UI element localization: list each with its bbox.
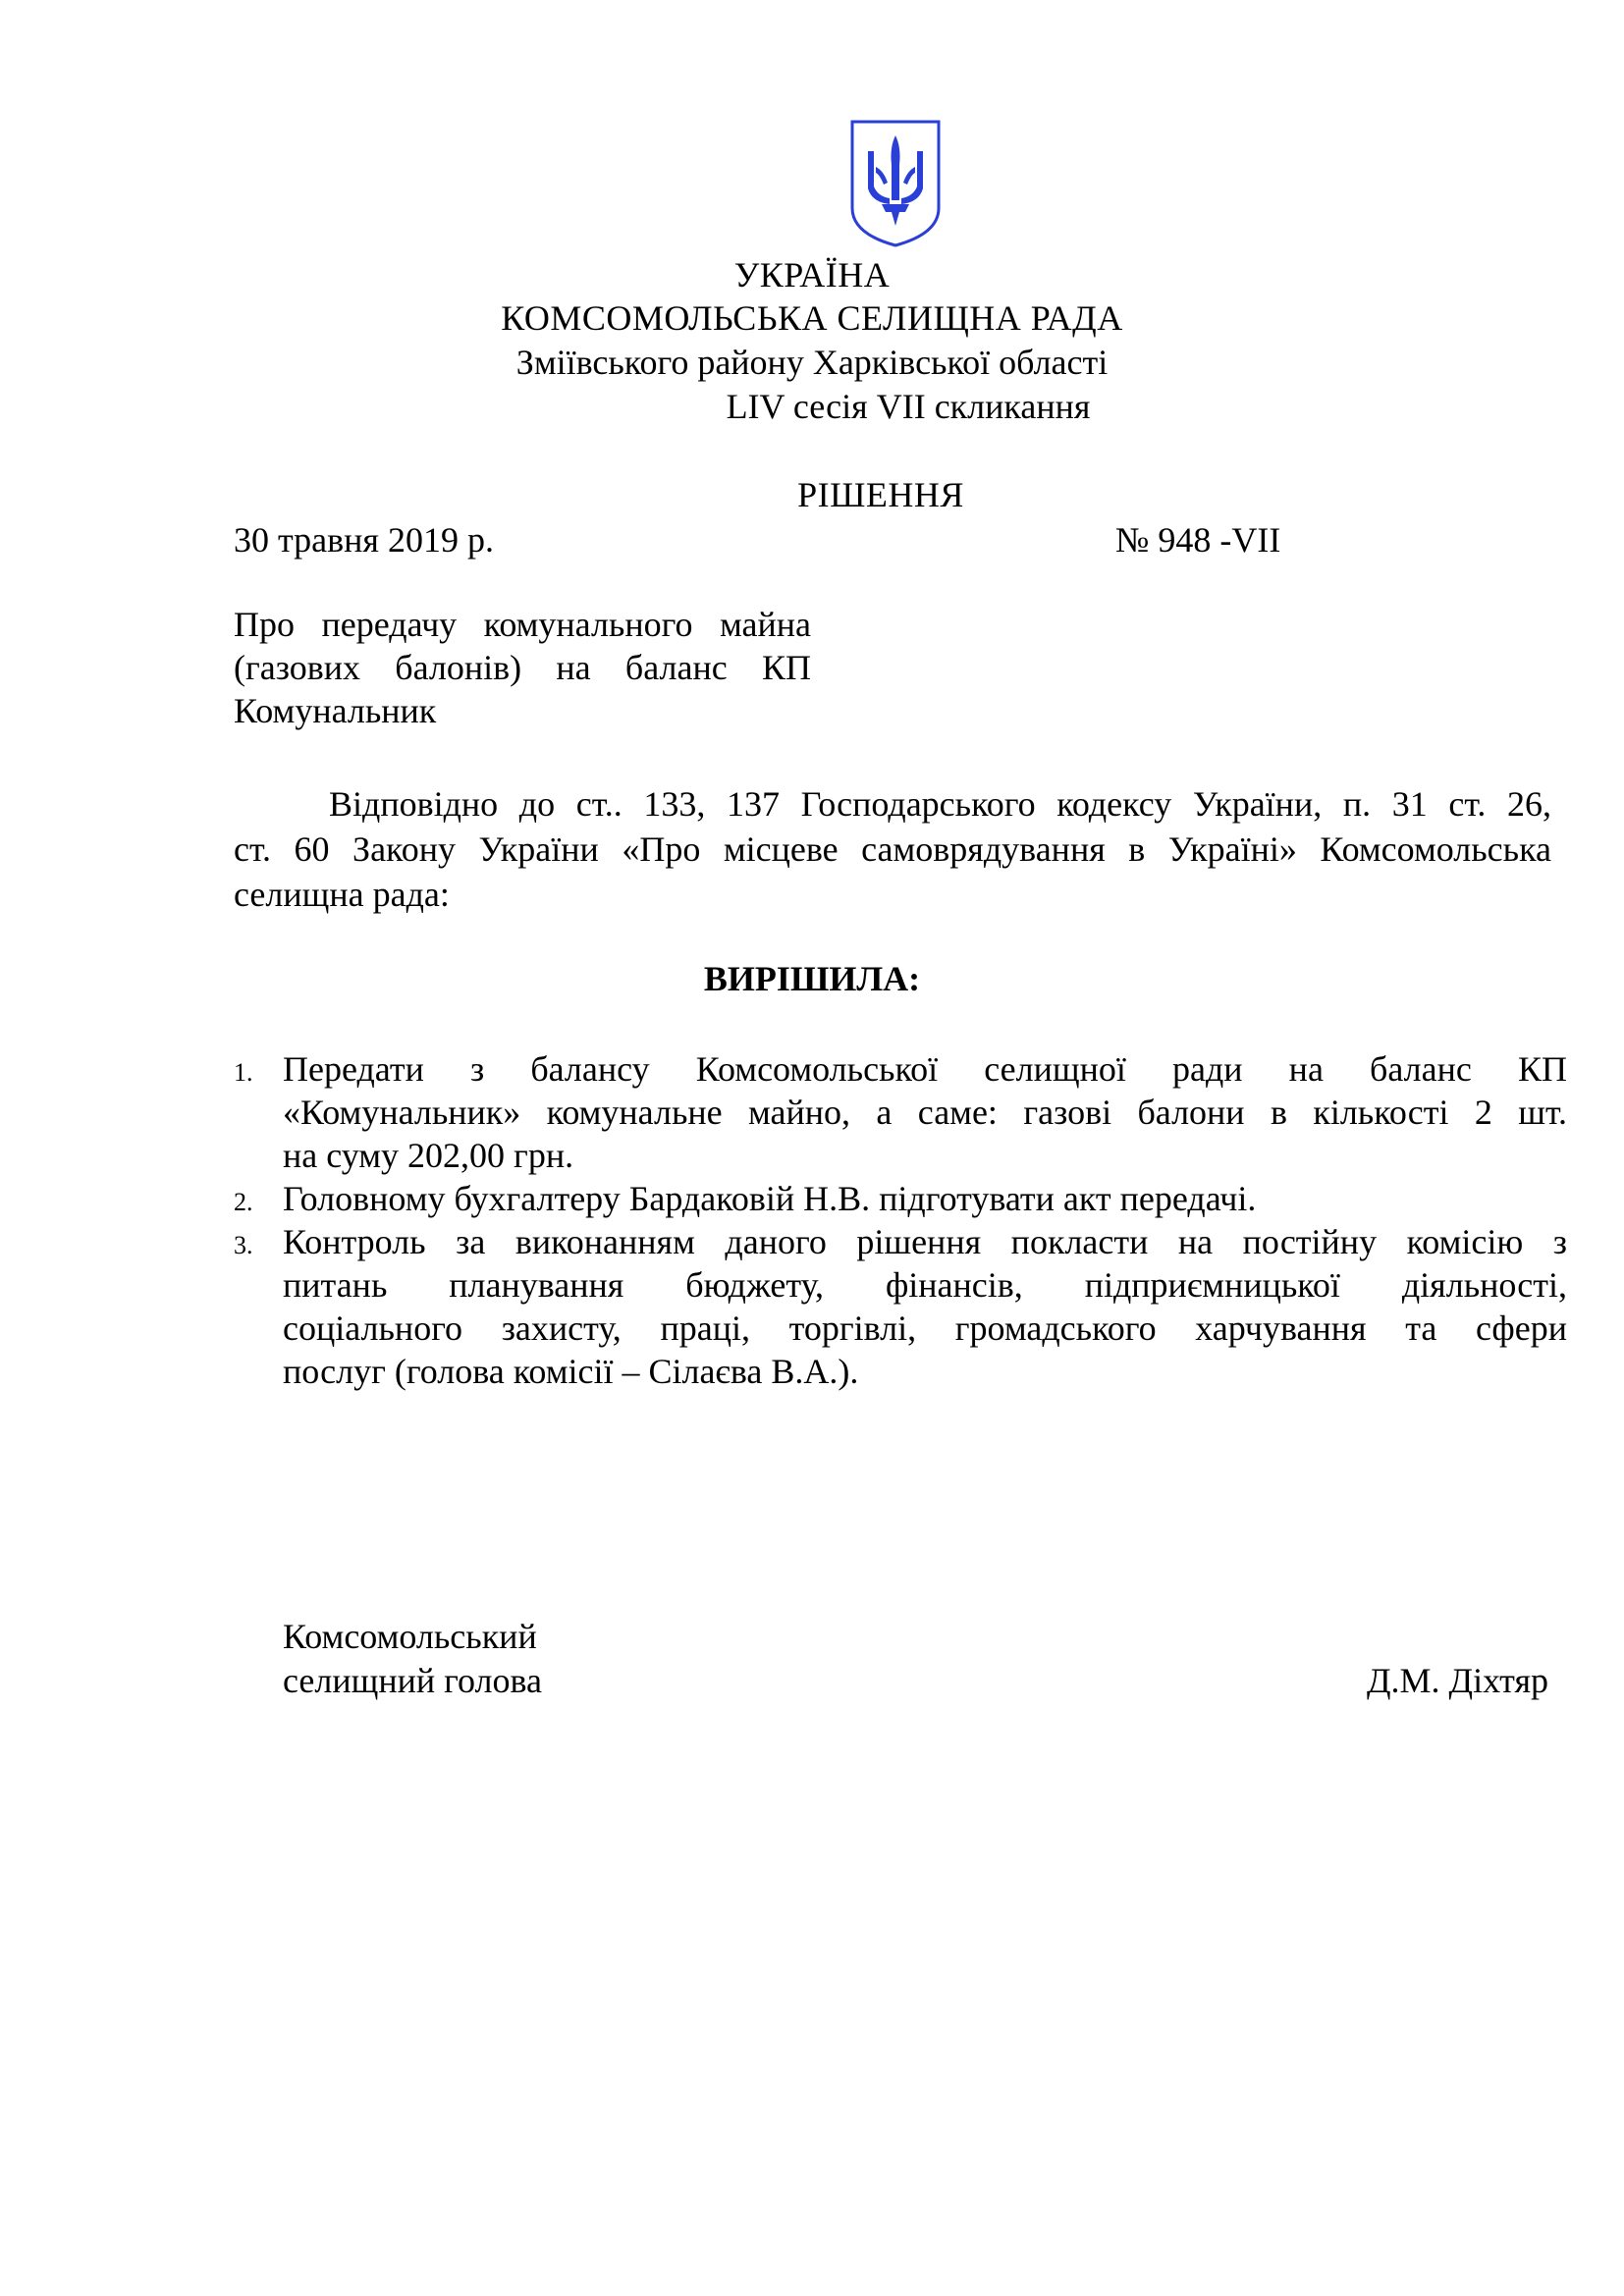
resolved-heading: ВИРІШИЛА:	[703, 959, 921, 998]
list-item	[234, 1047, 1567, 1177]
subject-line: Комунальник	[234, 691, 437, 730]
list-item-number: 3.	[234, 1231, 253, 1259]
preamble-line: Відповідно до ст.. 133, 137 Господарського кодексу України, п. 31 ст. 26,	[329, 784, 1551, 824]
preamble-line: селищна рада:	[234, 875, 450, 914]
tryzub-coat-of-arms-icon	[848, 118, 943, 249]
list-item-line: послуг (голова комісії – Сілаєва В.А.).	[283, 1352, 859, 1391]
list-item-line: на суму 202,00 грн.	[283, 1136, 574, 1175]
preamble-paragraph	[234, 781, 1551, 917]
list-item-number: 2.	[234, 1188, 253, 1216]
list-item-line: питань планування бюджету, фінансів, підприємницької діяльності,	[283, 1265, 1567, 1305]
decision-date: 30 травня 2019 р.	[234, 520, 494, 560]
signatory-position-line: селищний голова	[283, 1661, 543, 1700]
council-heading: КОМСОМОЛЬСЬКА СЕЛИЩНА РАДА	[501, 298, 1123, 338]
list-item-line: «Комунальник» комунальне майно, а саме: газові балони в кількості 2 шт.	[283, 1093, 1567, 1132]
list-item	[234, 1177, 1567, 1220]
subject-line: (газових балонів) на баланс КП	[234, 648, 811, 687]
decision-title: РІШЕННЯ	[797, 475, 964, 514]
country-heading: УКРАЇНА	[733, 255, 891, 294]
list-item-line: соціального захисту, праці, торгівлі, громадського харчування та сфери	[283, 1308, 1567, 1348]
list-item-number: 1.	[234, 1058, 253, 1087]
decision-items-list	[234, 1047, 1567, 1393]
list-item-line: Контроль за виконанням даного рішення покласти на постійну комісію з	[283, 1222, 1567, 1261]
signatory-position-line: Комсомольський	[283, 1617, 537, 1656]
subject-line: Про передачу комунального майна	[234, 605, 811, 644]
list-item	[234, 1220, 1567, 1393]
session-heading: LIV сесія VII скликання	[726, 387, 1091, 426]
decision-number: № 948 -VII	[1115, 520, 1281, 560]
list-item-line: Головному бухгалтеру Бардаковій Н.В. підготувати акт передачі.	[283, 1179, 1257, 1218]
signatory-position	[283, 1615, 542, 1703]
preamble-line: ст. 60 Закону України «Про місцеве самоврядування в Україні» Комсомольська	[234, 829, 1551, 869]
decision-subject	[234, 603, 811, 732]
list-item-line: Передати з балансу Комсомольської селищної ради на баланс КП	[283, 1049, 1567, 1089]
district-heading: Зміївського району Харківської області	[515, 343, 1109, 382]
signatory-name: Д.М. Діхтяр	[1366, 1661, 1548, 1700]
